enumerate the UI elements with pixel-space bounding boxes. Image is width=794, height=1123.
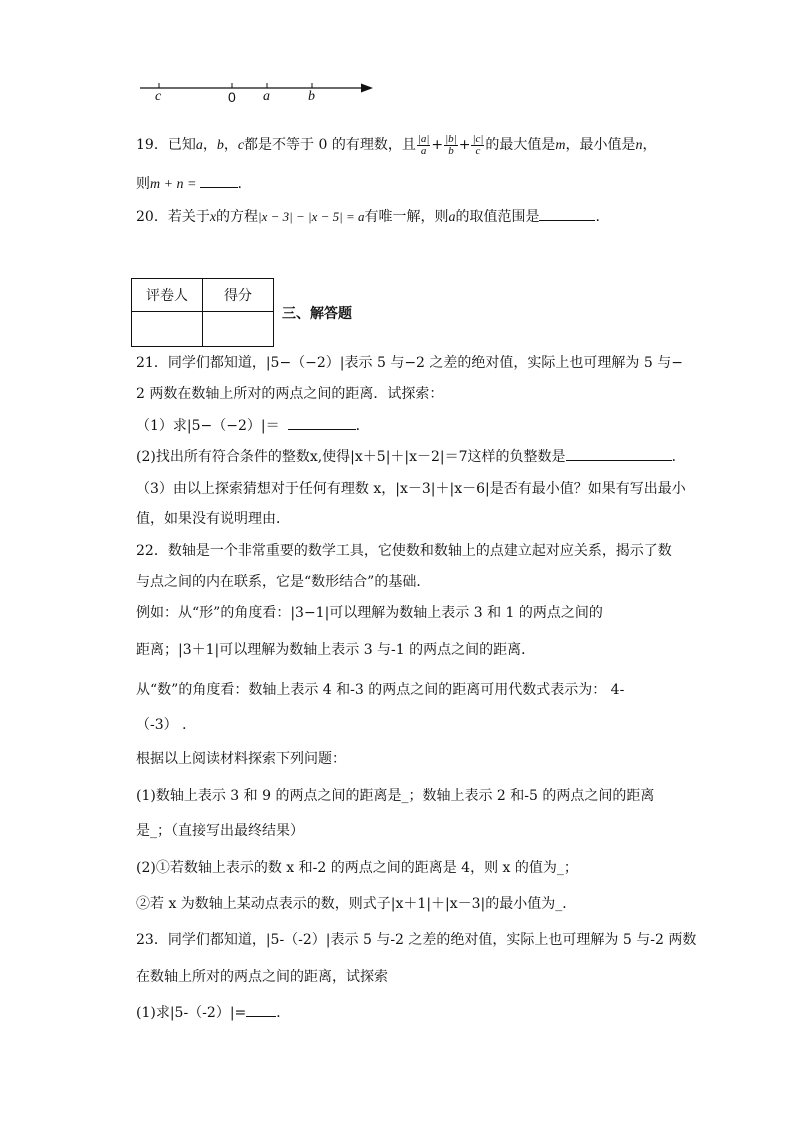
q19-var-c: c	[237, 138, 245, 153]
q22-part2-1: (2)①若数轴上表示的数 x 和-2 的两点之间的距离是 4，则 x 的值为_；	[136, 860, 578, 876]
q21-part3-line2: 值，如果没有说明理由．	[136, 511, 290, 527]
q19-fraction-c-num: |c|	[472, 132, 484, 145]
q21-part2-blank[interactable]	[566, 446, 672, 461]
q23-part1	[136, 1002, 290, 1022]
q19-sep1: ，	[202, 137, 217, 153]
q20	[136, 206, 600, 226]
grading-table	[131, 278, 274, 347]
grading-table-grader-cell[interactable]	[132, 312, 203, 347]
q23-part1-text: (1)求|5-（-2）|=	[136, 1005, 247, 1021]
q21-line2: 2 两数在数轴上所对的两点之间的距离．试探索：	[136, 386, 444, 402]
q19-line1-end: ，	[642, 137, 657, 153]
number-line-label-c: c	[155, 89, 162, 104]
q19-fraction-a	[417, 134, 431, 157]
q19-mid-text: 都是不等于 0 的有理数，且	[244, 137, 416, 153]
q19-var-n: n	[635, 138, 643, 153]
q20-post2: 的取值范围是	[455, 209, 540, 225]
q19-line1	[136, 127, 657, 164]
q22-part1-line1: (1)数轴上表示 3 和 9 的两点之间的距离是_；数轴上表示 2 和-5 的两点之间的距离	[136, 788, 655, 804]
q22-line5: 从“数”的角度看：数轴上表示 4 和-3 的两点之间的距离可用代数式表示为： 4-	[136, 682, 625, 698]
q21-part2-end: ．	[671, 449, 686, 465]
q19-line2	[136, 173, 242, 193]
number-line-label-b: b	[308, 89, 315, 104]
q21-part1	[136, 415, 370, 435]
q19-post-text2: ，最小值是	[565, 137, 636, 153]
q22-line1: 22．数轴是一个非常重要的数学工具，它使数和数轴上的点建立起对应关系，揭示了数	[136, 543, 672, 559]
number-line-label-a: a	[263, 89, 270, 104]
q19-var-b: b	[216, 138, 224, 153]
q19-fraction-a-num: |a|	[417, 132, 430, 145]
q23-line2: 在数轴上所对的两点之间的距离，试探索	[136, 969, 388, 985]
q21-part1-text: （1）求|5−（−2）|＝	[136, 418, 280, 434]
q20-mid: 的方程	[216, 209, 259, 225]
q20-var-a: a	[448, 210, 456, 225]
q20-var-x: x	[209, 210, 217, 225]
q20-end: .	[595, 209, 600, 225]
q19-fraction-b-num: |b|	[445, 132, 457, 145]
q22-line7: 根据以上阅读材料探索下列问题：	[136, 751, 346, 767]
q19-plus-2: +	[458, 137, 471, 153]
grading-table-score-header: 得分	[203, 279, 274, 312]
q19-fraction-c-den: c	[475, 144, 481, 157]
q22-part2-2: ②若 x 为数轴上某动点表示的数，则式子|x＋1|＋|x－3|的最小值为_．	[136, 896, 577, 912]
q23-part1-blank[interactable]	[246, 1002, 276, 1017]
q22-line2: 与点之间的内在联系，它是“数形结合”的基础．	[136, 574, 431, 590]
q21-part2	[136, 446, 686, 466]
q19-fraction-c	[471, 134, 484, 157]
number-line	[135, 78, 380, 108]
q21-part3-line1: （3）由以上探索猜想对于任何有理数 x，|x－3|＋|x－6|是否有最小值？如果有写出最小	[136, 481, 686, 497]
section3-title: 三、解答题	[282, 306, 352, 322]
q21-part1-end: ．	[355, 418, 370, 434]
q19-plus-1: +	[431, 137, 444, 153]
q19-var-m: m	[555, 138, 566, 153]
q19-line2-end: .	[237, 176, 242, 192]
q23-part1-end: ．	[276, 1005, 291, 1021]
number-line-arrow	[361, 84, 373, 93]
q20-post: 有唯一解，则	[364, 209, 449, 225]
q22-line3: 例如：从“形”的角度看：|3−1|可以理解为数轴上表示 3 和 1 的两点之间的	[136, 605, 603, 621]
q19-prefix: 19．已知	[136, 137, 196, 153]
q19-answer-blank[interactable]	[200, 173, 238, 188]
q19-expression: m + n =	[150, 177, 197, 192]
q21-line1: 21．同学们都知道，|5−（−2）|表示 5 与−2 之差的绝对值，实际上也可理解为 5 与−	[136, 355, 683, 371]
grading-table-score-cell[interactable]	[203, 312, 274, 347]
q22-line6: （-3） ．	[136, 717, 197, 733]
q20-prefix: 20．若关于	[136, 209, 210, 225]
q21-part2-text: (2)找出所有符合条件的整数x,使得|x＋5|＋|x－2|＝7这样的负整数是	[136, 449, 566, 465]
q21-part1-blank[interactable]	[288, 415, 356, 430]
grading-table-grader-header: 评卷人	[132, 279, 203, 312]
q19-line2-prefix: 则	[136, 176, 150, 192]
q19-fraction-a-den: a	[420, 144, 427, 157]
number-line-label-0: 0	[228, 89, 236, 105]
q19-fraction-b	[444, 134, 458, 157]
q19-var-a: a	[195, 138, 203, 153]
q19-sep2: ，	[223, 137, 238, 153]
q19-fraction-b-den: b	[448, 144, 454, 157]
q23-line1: 23．同学们都知道，|5-（-2）|表示 5 与-2 之差的绝对值，实际上也可理解为 5 与-2 两数	[136, 932, 697, 948]
q20-answer-blank[interactable]	[539, 206, 595, 221]
q22-part1-line2: 是_；（直接写出最终结果）	[136, 823, 304, 839]
q22-line4: 距离；|3＋1|可以理解为数轴上表示 3 与-1 的两点之间的距离．	[136, 642, 536, 658]
q19-post-text: 的最大值是	[485, 137, 556, 153]
q20-equation: |x − 3| − |x − 5| = a	[258, 209, 365, 224]
